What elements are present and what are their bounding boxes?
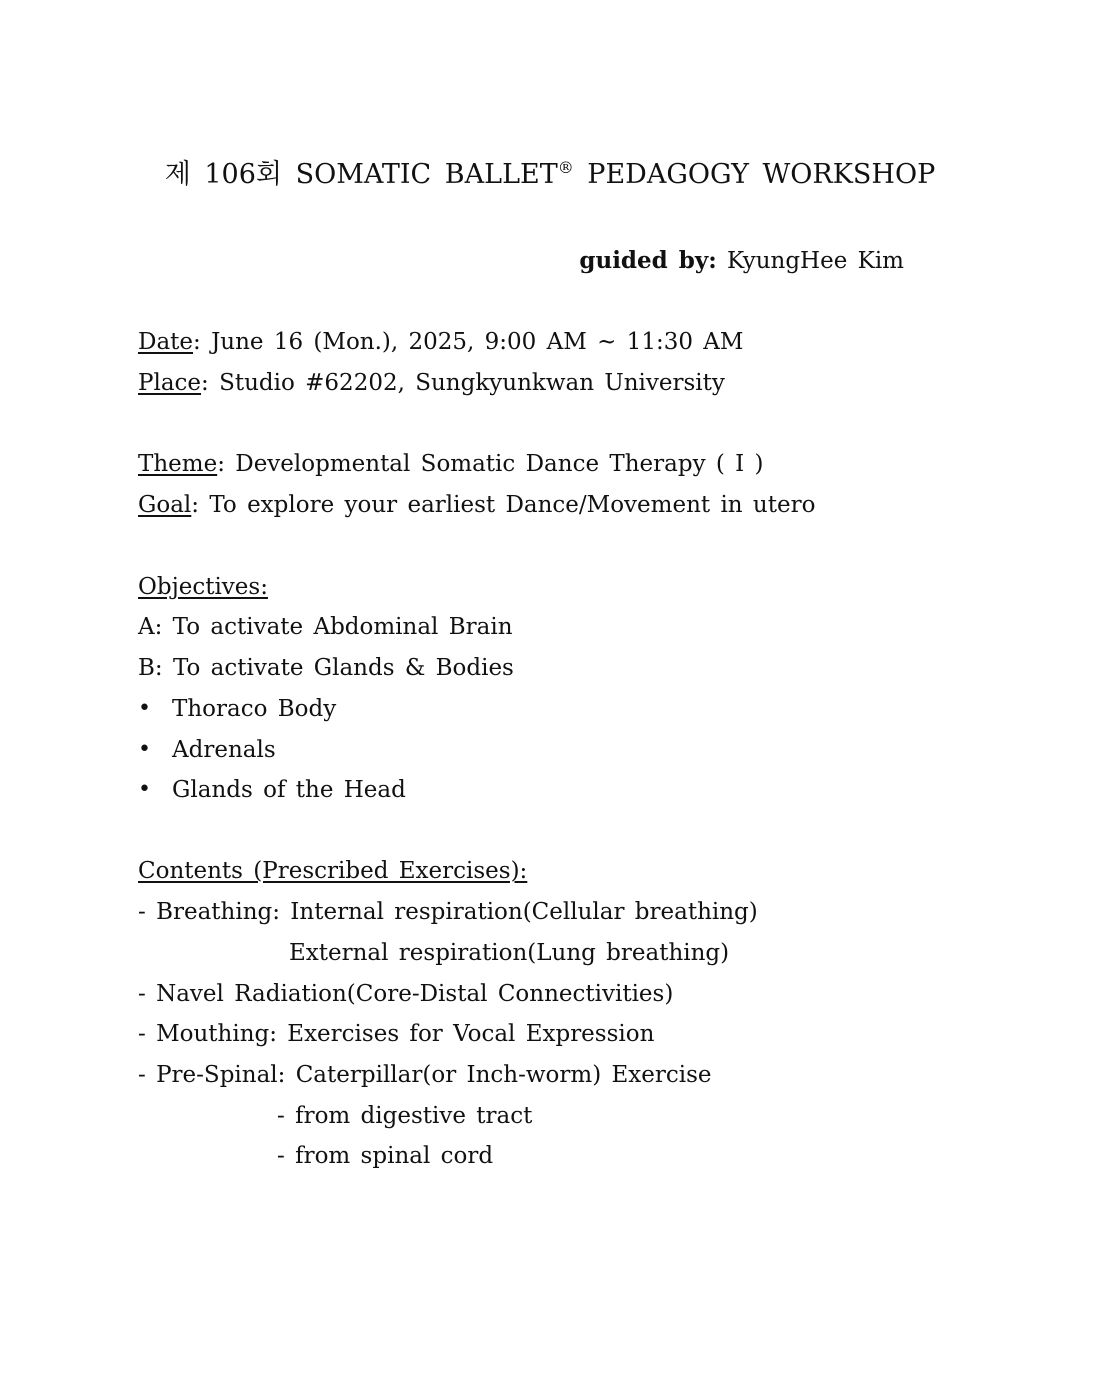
theme-value: : Developmental Somatic Dance Therapy ( I ) [217,451,764,477]
goal-label: Goal [138,492,192,518]
place-label: Place [138,370,202,396]
contents-item-breathing: - Breathing: Internal respiration(Cellular breathing) [138,899,758,925]
contents-item-navel-radiation: - Navel Radiation(Core-Distal Connectivities) [138,981,674,1007]
guided-by-label: guided by [579,247,709,274]
contents-heading: Contents (Prescribed Exercises): [138,858,528,884]
bullet-icon: • [138,777,151,802]
place-line [138,368,725,398]
objectives-heading: Objectives: [138,574,268,600]
theme-label: Theme [138,451,218,477]
contents-subitem-digestive-tract: - from digestive tract [277,1103,533,1129]
contents-item-breathing-external: External respiration(Lung breathing) [289,940,730,966]
date-value: : June 16 (Mon.), 2025, 9:00 AM ~ 11:30 AM [193,329,744,355]
objective-b-label: B [138,655,155,681]
guided-by-line [579,246,904,276]
date-line [138,327,743,357]
workshop-title [0,157,1100,193]
title-prefix: 제 106회 SOMATIC BALLET [164,159,558,190]
objective-a [138,612,513,642]
objective-b [138,653,514,683]
bullet-icon: • [138,737,151,762]
title-suffix: PEDAGOGY WORKSHOP [573,159,936,190]
bullet-item-adrenals: Adrenals [172,737,276,763]
place-value: : Studio #62202, Sungkyunkwan University [201,370,725,396]
contents-item-pre-spinal: - Pre-Spinal: Caterpillar(or Inch-worm) Exercise [138,1062,712,1088]
theme-line [138,449,764,479]
contents-subitem-spinal-cord: - from spinal cord [277,1143,494,1169]
objective-b-text: : To activate Glands & Bodies [154,655,514,681]
objective-a-text: : To activate Abdominal Brain [154,614,513,640]
guide-name: KyungHee Kim [727,248,904,274]
bullet-icon: • [138,696,151,721]
bullet-item-thoraco-body: Thoraco Body [172,696,337,722]
contents-item-mouthing: - Mouthing: Exercises for Vocal Expression [138,1021,655,1047]
bullet-item-glands-of-head: Glands of the Head [172,777,406,803]
date-label: Date [138,329,194,355]
guided-by-colon: : [708,247,717,274]
objective-a-label: A [138,614,155,640]
goal-value: : To explore your earliest Dance/Movement in utero [191,492,816,518]
registered-mark: ® [557,158,574,177]
goal-line [138,490,815,520]
